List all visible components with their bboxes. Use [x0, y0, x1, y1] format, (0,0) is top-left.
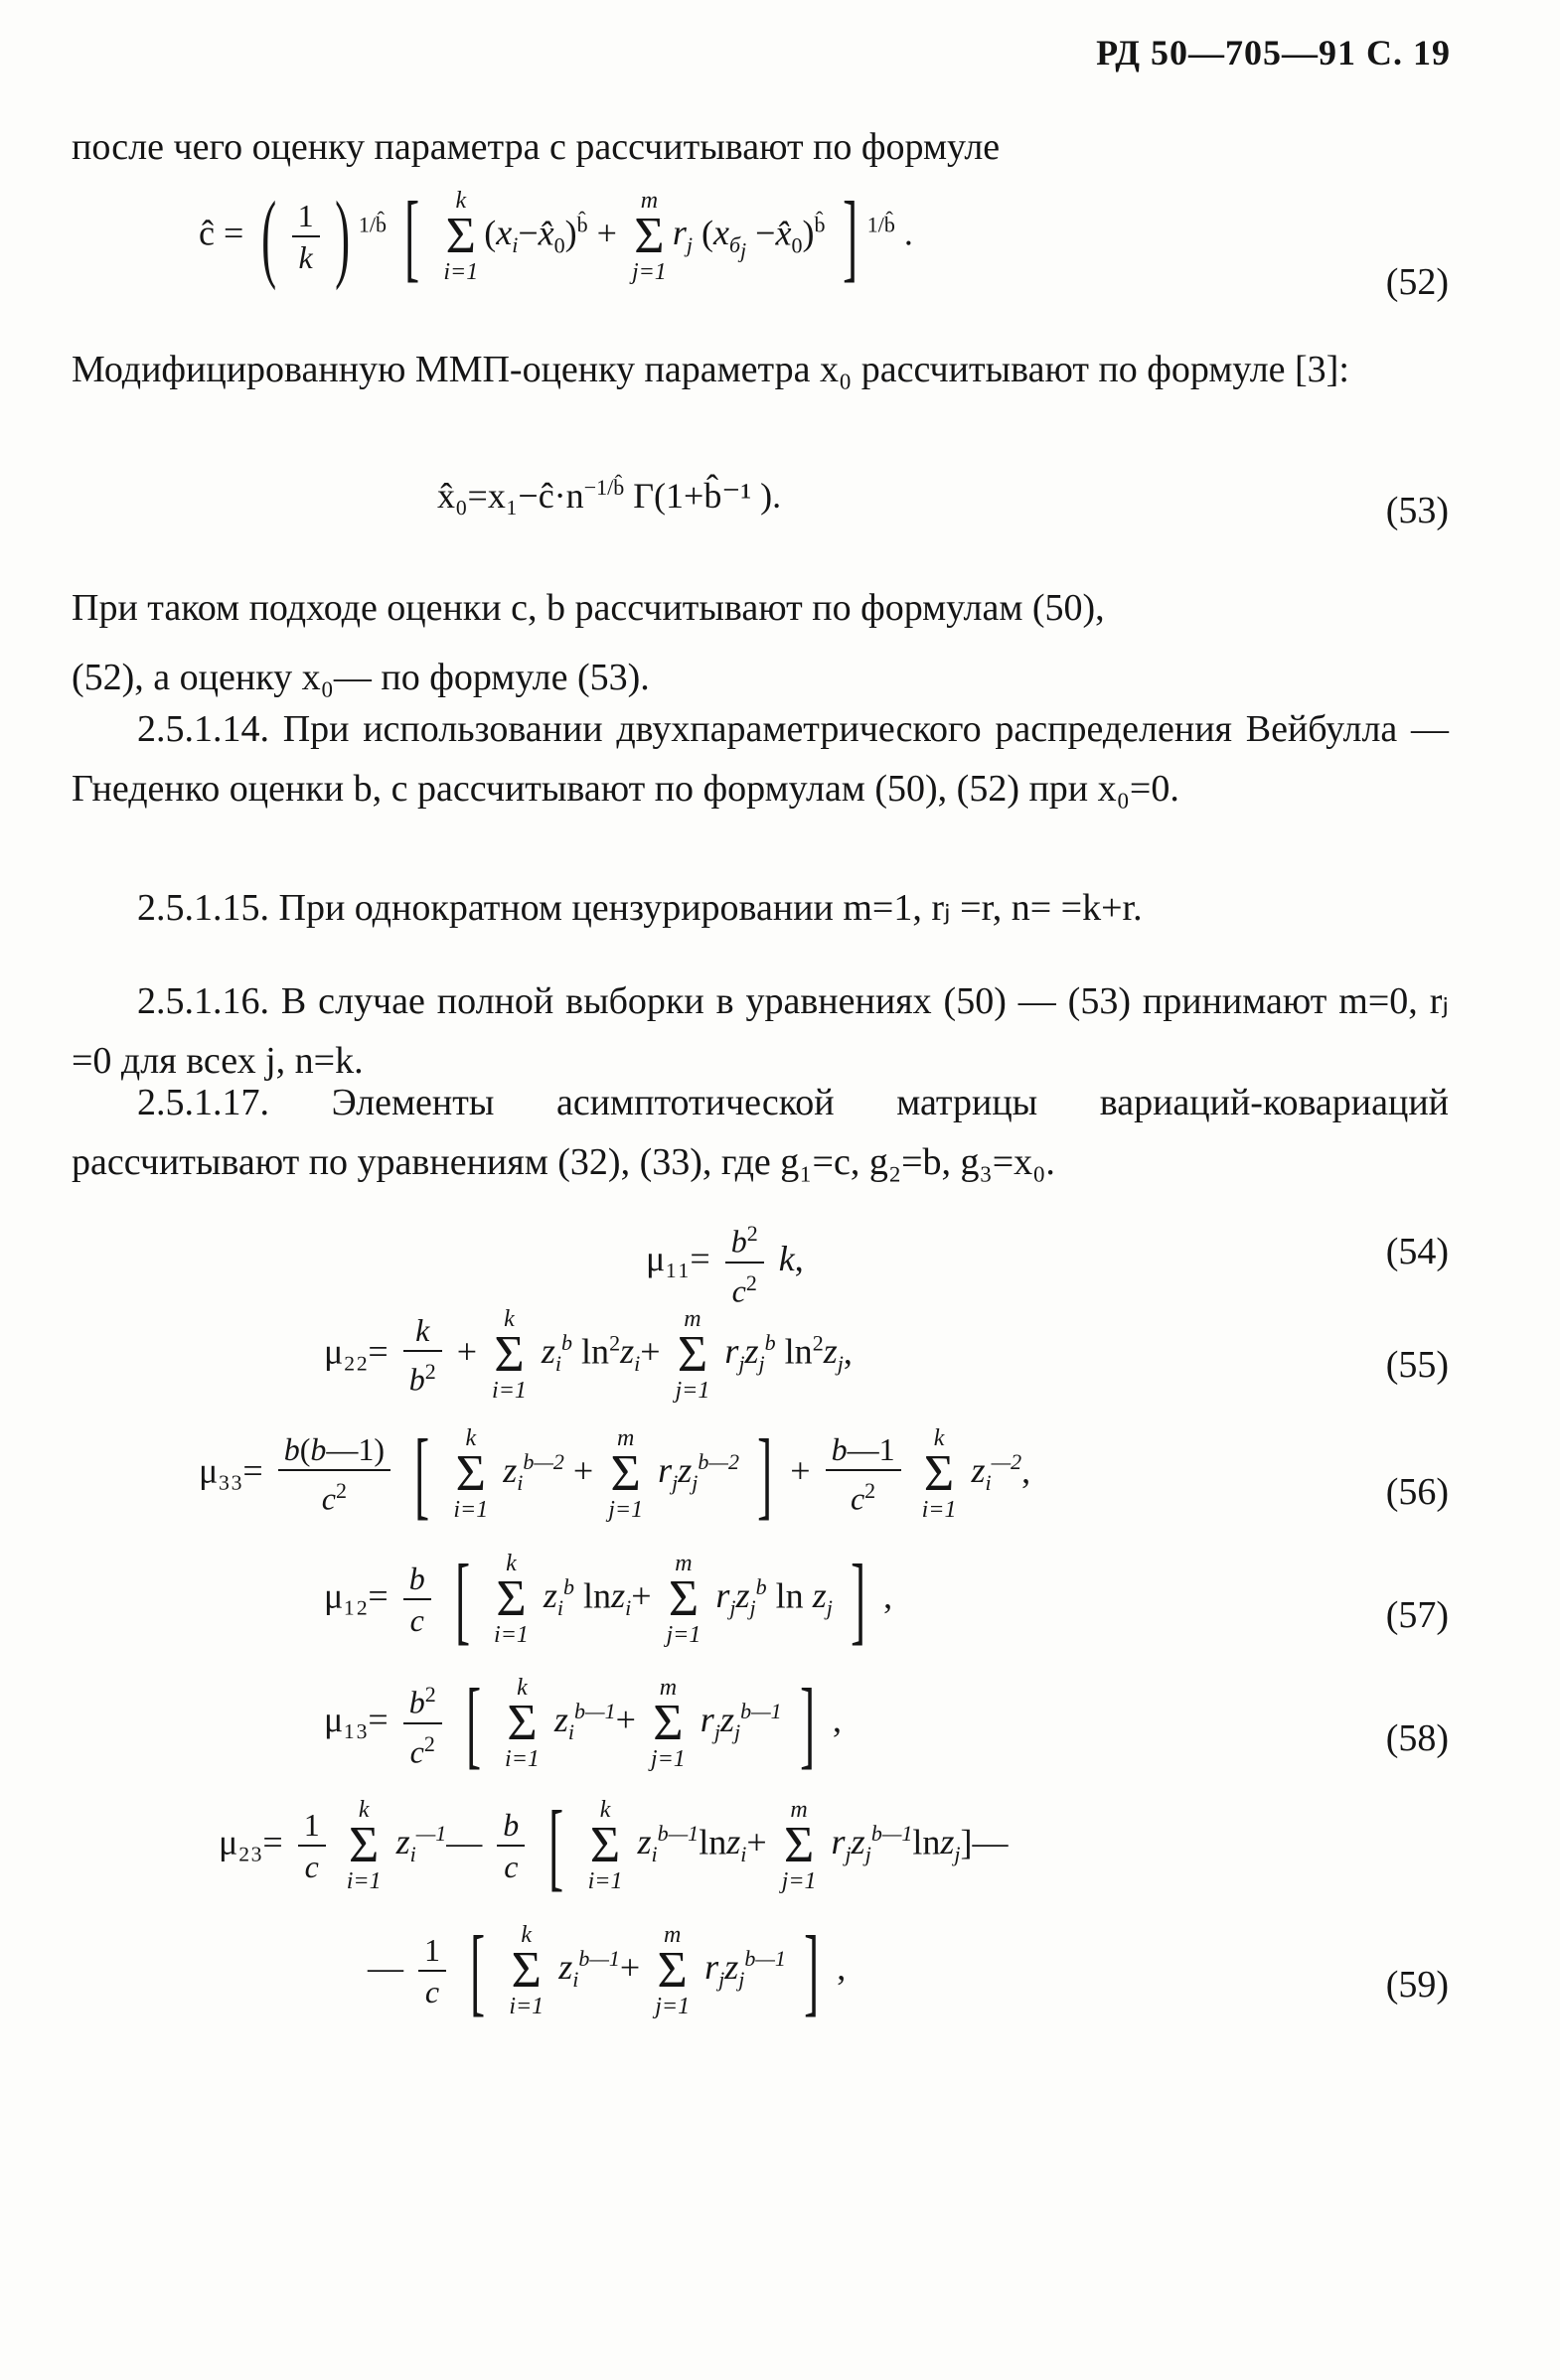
eq-number-55: (55): [1385, 1344, 1449, 1386]
item-2-5-1-15: 2.5.1.15. При однократном цензурировании m=1, rⱼ =r, n= =k+r.: [137, 887, 1143, 929]
eq-number-58: (58): [1385, 1717, 1449, 1759]
eq-number-53: (53): [1385, 490, 1449, 531]
formula-52: ĉ = ( $\frac{1}{k}$ ) $^{1/b̂}$ [ k Σ i=1 $(x_i-x̂_0)^{b̂}$ + m Σ j=1 $r_j$ ($x_{б_j}$ $-x̂_0)^{b̂}$ ] $^{1/b̂}$ .: [199, 181, 913, 291]
formula-54: μ₁₁= $\frac{b^2}{c^2}$ k,: [646, 1214, 804, 1310]
item-2-5-1-14: 2.5.1.14. При использовании двухпараметрического распределения Вейбулла — Гнеденко оценки b, c рассчитывают по формулам (50), (52) при x₀=0.: [72, 708, 1449, 810]
item-2-5-1-17: 2.5.1.17. Элементы асимптотической матрицы вариаций-ковариаций рассчитывают по уравнениям (32), (33), где g₁=c, g₂=b, g₃=x₀.: [72, 1082, 1449, 1183]
page-header: РД 50—705—91 С. 19: [1096, 33, 1451, 73]
formula-55: μ₂₂= $\frac{k}{b^2}$ + k Σ i=1 $z_i^b$ $\ln^2z_i+$ m Σ j=1 $r_jz_j^b$ $\ln^2z_j$,: [324, 1306, 853, 1404]
formula-53: $x̂_0=x_1-ĉ\cdot n^{-1/b̂}$ Г(1+b̂⁻¹ ).: [437, 475, 782, 516]
eq-number-59: (59): [1385, 1964, 1449, 2006]
eq-number-57: (57): [1385, 1594, 1449, 1636]
intro-line: после чего оценку параметра c рассчитывают по формуле: [72, 126, 1001, 168]
formula-56: μ₃₃= $\frac{b(b—1)}{c^2}$ [ k Σ i=1 $z_i^{b—2}$ + m Σ j=1 $r_jz_j^{b—2}$ ] + $\frac{b—1}{c^2}$ k Σ i=1 $z_i^{—2}$,: [199, 1418, 1031, 1529]
eq-number-56: (56): [1385, 1471, 1449, 1513]
item-2-5-1-16: 2.5.1.16. В случае полной выборки в уравнениях (50) — (53) принимают m=0, rⱼ =0 для всех j, n=k.: [72, 980, 1449, 1082]
eq-number-52: (52): [1385, 261, 1449, 303]
formula-59-line2: — $\frac{1}{c}$ [ k Σ i=1 $z_i^{b—1}+$ m Σ j=1 $r_jz_j^{b—1}$ ] ,: [368, 1915, 847, 2025]
paragraph-approach-line1: При таком подходе оценки c, b рассчитывают по формулам (50),: [72, 587, 1105, 629]
eq-number-54: (54): [1385, 1231, 1449, 1272]
paragraph-modified-estimate: Модифицированную ММП-оценку параметра x₀ рассчитывают по формуле [3]:: [72, 349, 1349, 390]
formula-59-line1: μ₂₃= $\frac{1}{c}$ k Σ i=1 $z_i^{—1}—$ $\frac{b}{c}$ [ k Σ i=1 $z_i^{b—1}\ln z_i+$ m Σ j=1 $r_jz_j^{b—1}\ln z_j]—$: [219, 1790, 1009, 1900]
formula-58: μ₁₃= $\frac{b^2}{c^2}$ [ k Σ i=1 $z_i^{b—1}+$ m Σ j=1 $r_jz_j^{b—1}$ ] ,: [324, 1667, 842, 1778]
paragraph-approach-line2: (52), а оценку x₀— по формуле (53).: [72, 657, 650, 698]
formula-57: μ₁₂= $\frac{b}{c}$ [ k Σ i=1 $z_i^b$ lnz$_i$+ m Σ j=1 $r_jz_j^b$ $\ln z_j$ ] ,: [324, 1544, 893, 1654]
